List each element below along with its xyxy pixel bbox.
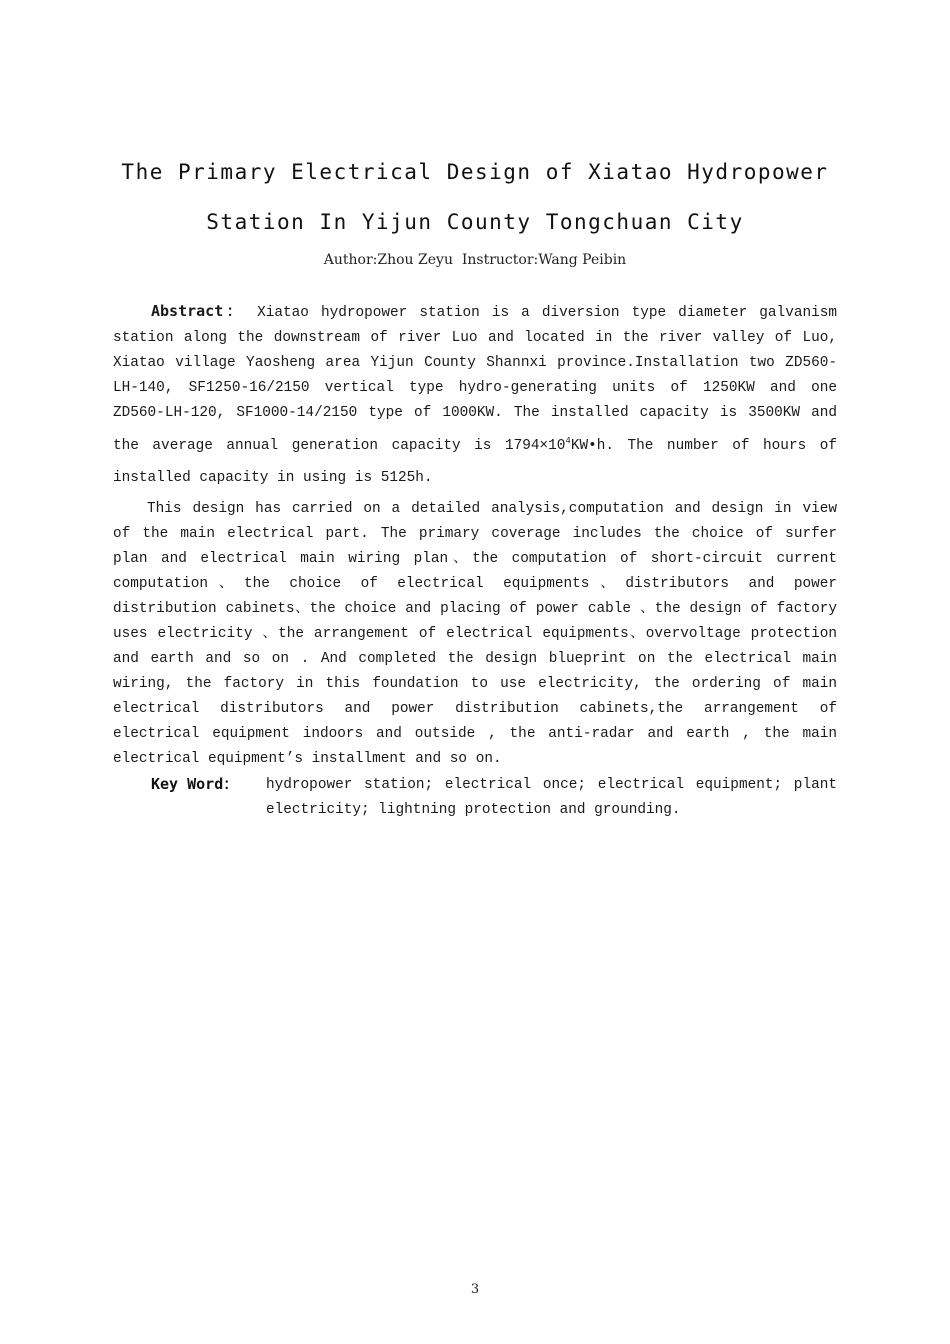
keywords-text: hydropower station; electrical once; electrical equipment; plant electricity; lightning protection and grounding. <box>266 777 837 818</box>
abstract-paragraph <box>113 299 837 491</box>
capacity-exponent: 4 <box>565 436 571 447</box>
page-number: 3 <box>470 1282 480 1297</box>
abstract-text-part-2: The number of hours of installed capacity in using is 5125h. <box>113 438 837 486</box>
capacity-unit: KW•h. <box>570 438 614 454</box>
capacity-value <box>505 426 614 466</box>
paper-title-line-1: The Primary Electrical Design of Xiatao Hydropower <box>121 160 829 184</box>
design-paragraph: This design has carried on a detailed analysis,computation and design in view of the main electrical part. The primary coverage includes the choice of surfer plan and electrical main wiring plan、the computation of short-circuit current computation、the choice of electrical equipments、distributors and power distribution cabinets、the choice and placing of power cable 、the design of factory uses electricity 、the arrangement of electrical equipments、overvoltage protection and earth and so on . And completed the design blueprint on the electrical main wiring, the factory in this foundation to use electricity, the ordering of main electrical distributors and power distribution cabinets,the arrangement of electrical equipment indoors and outside , the anti-radar and earth , the main electrical equipment’s installment and so on. <box>113 501 837 767</box>
keywords-label: Key Word： <box>151 775 239 793</box>
paper-title-line-2: Station In Yijun County Tongchuan City <box>206 210 744 234</box>
capacity-base: 1794×10 <box>504 438 566 454</box>
abstract-text-part-1: Xiatao hydropower station is a diversion type diameter galvanism station along the downstream of river Luo and located in the river valley of Luo, Xiatao village Yaosheng area Yijun County Shannxi province.Installation two ZD560-LH-140, SF1250-16/2150 vertical type hydro-generating units of 1250KW and one ZD560-LH-120, SF1000-14/2150 type of 1000KW. The installed capacity is 3500KW and the average annual generation capacity is <box>113 305 838 454</box>
abstract-label: Abstract： <box>151 302 246 320</box>
author-line: Author:Zhou Zeyu Instructor:Wang Peibin <box>323 252 627 268</box>
